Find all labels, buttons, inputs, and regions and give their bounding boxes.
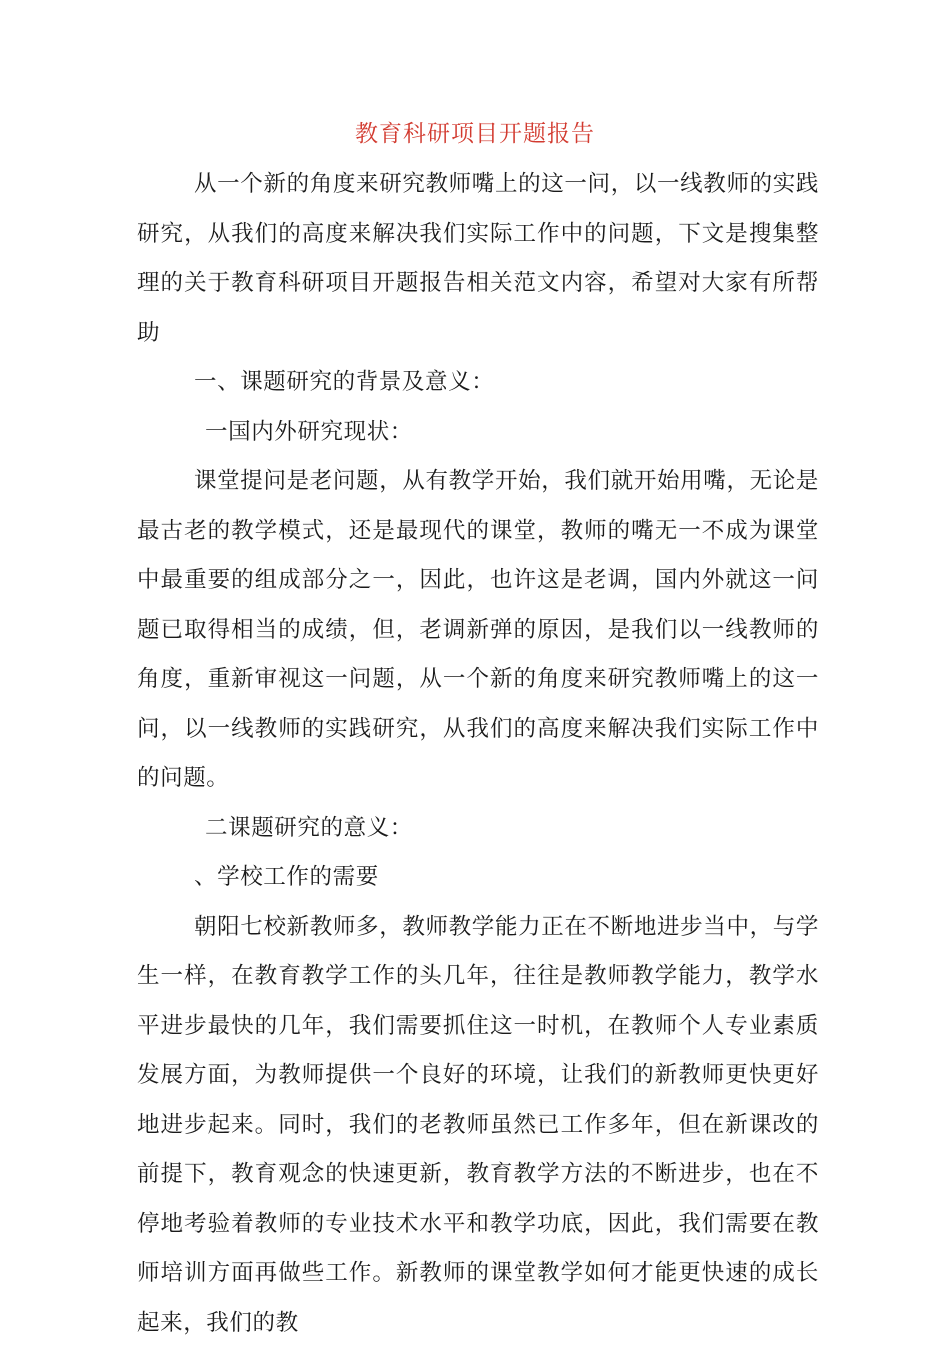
school-needs-paragraph: 朝阳七校新教师多，教师教学能力正在不断地进步当中，与学生一样，在教育教学工作的头几年，往往是教师教学能力，教学水平进步最快的几年，我们需要抓住这一时机，在教师个人专业素质发展方面，为教师提供一个良好的环境，让我们的新教师更快更好地进步起来。同时，我们的老教师虽然已工作多年，但在新课改的前提下，教育观念的快速更新，教育教学方法的不断进步，也在不停地考验着教师的专业技术水平和教学功底，因此，我们需要在教师培训方面再做些工作。新教师的课堂教学如何才能更快速的成长起来，我们的教 — [137, 903, 819, 1348]
subsubsection-heading-school-needs: 、学校工作的需要 — [137, 853, 819, 903]
research-status-paragraph: 课堂提问是老问题，从有教学开始，我们就开始用嘴，无论是最古老的教学模式，还是最现代的课堂，教师的嘴无一不成为课堂中最重要的组成部分之一，因此，也许这是老调，国内外就这一问题已取得相当的成绩，但，老调新弹的原因，是我们以一线教师的角度，重新审视这一问题，从一个新的角度来研究教师嘴上的这一问，以一线教师的实践研究，从我们的高度来解决我们实际工作中的问题。 — [137, 457, 819, 804]
section-heading-background: 一、课题研究的背景及意义： — [137, 358, 819, 408]
intro-paragraph: 从一个新的角度来研究教师嘴上的这一问，以一线教师的实践研究，从我们的高度来解决我们实际工作中的问题，下文是搜集整理的关于教育科研项目开题报告相关范文内容，希望对大家有所帮助 — [137, 160, 819, 358]
subsection-heading-significance: 二课题研究的意义： — [137, 804, 819, 854]
document-body — [137, 160, 819, 1348]
document-title: 教育科研项目开题报告 — [0, 116, 950, 152]
subsection-heading-research-status: 一国内外研究现状： — [137, 408, 819, 458]
